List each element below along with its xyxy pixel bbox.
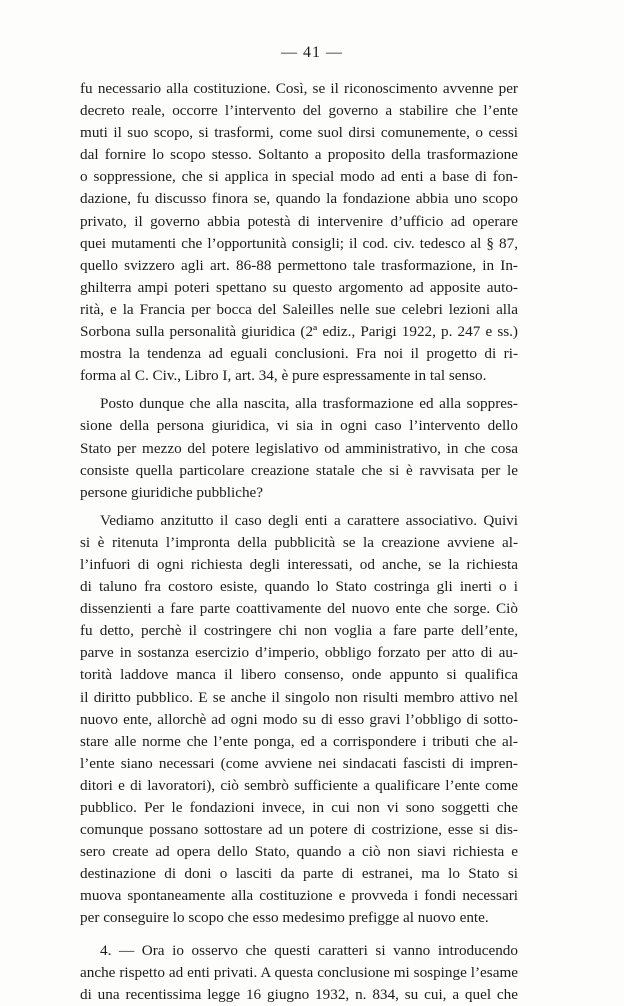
text-line: pubblico. Per le fondazioni invece, in cui non vi sono soggetti che bbox=[80, 799, 518, 816]
text-line: nuovo ente, allorchè ad ogni modo su di esso gravi l’obbligo di sotto- bbox=[80, 710, 518, 728]
paragraph-1 bbox=[80, 78, 518, 387]
text-line: ditori e di lavoratori), ciò sembrò sufficiente a qualificare l’ente come bbox=[80, 776, 518, 794]
text-line: per conseguire lo scopo che esso medesimo prefigge al nuovo ente. bbox=[80, 909, 489, 927]
text-line: dal fornire lo scopo stesso. Soltanto a proposito della trasformazione bbox=[80, 146, 518, 164]
text-line: privato, il governo abbia potestà di intervenire d’ufficio ad operare bbox=[80, 212, 518, 230]
text-line: quei mutamenti che l’opportunità consigli; il cod. civ. tedesco al § 87, bbox=[80, 234, 518, 252]
text-line: quello svizzero agli art. 86-88 permettono tale trasformazione, in In- bbox=[80, 256, 518, 274]
text-line: sione della persona giuridica, vi sia in ogni caso l’intervento dello bbox=[80, 417, 518, 435]
text-line: dazione, fu discusso finora se, quando la fondazione abbia uno scopo bbox=[80, 190, 518, 208]
body-text bbox=[80, 78, 518, 1006]
text-line: Sorbona sulla personalità giuridica (2ª ediz., Parigi 1922, p. 247 e ss.) bbox=[80, 323, 518, 341]
paragraph-2 bbox=[80, 393, 518, 503]
text-line: muova spontaneamente alla costituzione e provveda i fondi necessari bbox=[80, 887, 518, 905]
text-line: l’ente siano necessari (come avviene nei sindacati fascisti di impren- bbox=[80, 754, 518, 772]
text-line: rità, e la Francia per bocca del Saleilles nelle sue celebri lezioni alla bbox=[80, 300, 518, 318]
text-line: consiste quella particolare creazione statale che si è ravvisata per le bbox=[80, 461, 518, 479]
text-line: destinazione di doni o lasciti da parte di estranei, ma lo Stato si bbox=[80, 865, 518, 883]
paragraph-3 bbox=[80, 510, 518, 930]
text-line: fu necessario alla costituzione. Così, se il riconoscimento avvenne per bbox=[80, 80, 518, 97]
text-line: di una recentissima legge 16 giugno 1932, n. 834, su cui, a quel che bbox=[80, 985, 518, 1003]
text-line: Vediamo anzitutto il caso degli enti a carattere associativo. Quivi bbox=[100, 511, 518, 529]
paragraph-4 bbox=[80, 940, 518, 1006]
text-line: torità laddove manca il libero consenso, onde appunto si qualifica bbox=[80, 666, 518, 684]
text-line: sero create ad opera dello Stato, quando a ciò non siavi richiesta e bbox=[80, 843, 518, 861]
text-line: Stato per mezzo del potere legislativo od amministrativo, in che cosa bbox=[80, 439, 518, 457]
text-line: stare alle norme che l’ente ponga, ed a corrispondere i tributi che al- bbox=[80, 732, 518, 750]
text-line: Posto dunque che alla nascita, alla trasformazione ed alla soppres- bbox=[100, 395, 518, 413]
page-number: — 41 — bbox=[281, 44, 343, 61]
text-line: forma al C. Civ., Libro I, art. 34, è pure espressamente in tal senso. bbox=[80, 367, 487, 385]
text-line: decreto reale, occorre l’intervento del governo a stabilire che l’ente bbox=[80, 102, 518, 120]
text-line: di taluno fra costoro esiste, quando lo Stato costringa gli inerti o i bbox=[80, 578, 518, 596]
text-line: si è ritenuta l’impronta della pubblicità se la creazione avviene al- bbox=[80, 533, 518, 551]
text-line: l’infuori di ogni richiesta degli interessati, od anche, se la richiesta bbox=[80, 555, 518, 573]
text-line: fu detto, perchè il costringere chi non voglia a fare parte dell’ente, bbox=[80, 622, 518, 640]
text-line: il diritto pubblico. E se anche il singolo non risulti membro attivo nel bbox=[80, 688, 518, 706]
text-line: anche rispetto ad enti privati. A questa conclusione mi sospinge l’esame bbox=[80, 963, 518, 981]
text-line: ghilterra ampi poteri spettano su questo argomento ad apposite auto- bbox=[80, 278, 518, 296]
text-line: 4. — Ora io osservo che questi caratteri si vanno introducendo bbox=[100, 941, 518, 959]
text-line: muti il suo scopo, si trasformi, come suol dirsi comunemente, o cessi bbox=[80, 124, 518, 142]
text-line: o soppressione, che si applica in special modo ad enti a base di fon- bbox=[80, 168, 518, 186]
text-line: mostra la tendenza ad eguali conclusioni. Fra noi il progetto di ri- bbox=[80, 345, 518, 363]
text-line: comunque possano sottostare ad un potere di costrizione, esse si dis- bbox=[80, 821, 518, 839]
text-line: persone giuridiche pubbliche? bbox=[80, 483, 264, 501]
text-line: dissenzienti a fare parte coattivamente del nuovo ente che sorge. Ciò bbox=[80, 600, 518, 618]
text-line: parve in sostanza esercizio d’imperio, obbligo forzato per atto di au- bbox=[80, 644, 518, 662]
